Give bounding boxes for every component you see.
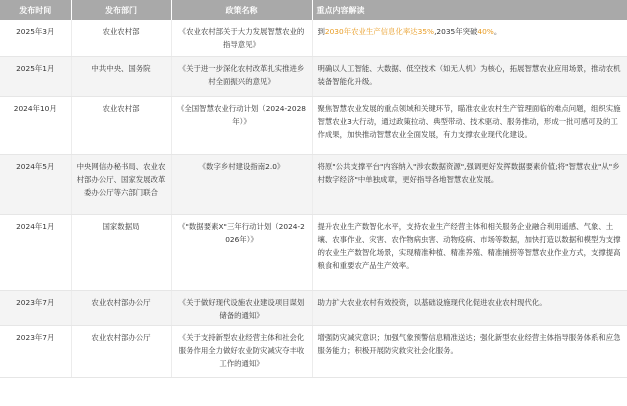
table-row	[0, 56, 627, 96]
highlight-text: 2030年农业生产信息化率达35%	[324, 27, 435, 36]
cell-policy-name: 《"数据要素X"三年行动计划（2024-2026年）》	[171, 214, 312, 290]
content-text: 到	[317, 27, 325, 36]
cell-content	[312, 325, 627, 377]
cell-time: 2024年1月	[0, 214, 71, 290]
cell-time: 2023年7月	[0, 325, 71, 377]
cell-time: 2024年5月	[0, 154, 71, 214]
header-name: 政策名称	[171, 0, 312, 20]
cell-content	[312, 214, 627, 290]
table-header	[0, 0, 627, 20]
content-text: 。	[493, 27, 502, 36]
table-row	[0, 214, 627, 290]
header-content: 重点内容解读	[312, 0, 627, 20]
content-text: ,2035年突破	[434, 27, 478, 36]
cell-dept: 中央网信办秘书局、农业农村部办公厅、国家发展改革委办公厅等六部门联合	[71, 154, 171, 214]
cell-time: 2025年1月	[0, 56, 71, 96]
cell-policy-name: 《数字乡村建设指南2.0》	[171, 154, 312, 214]
cell-content	[312, 20, 627, 56]
highlight-text: 40%	[477, 27, 494, 36]
content-text: 明确以人工智能、大数据、低空技术（如无人机）为核心，拓展智慧农业应用场景，推动农机装备智能化升级。	[317, 63, 621, 86]
table-row	[0, 20, 627, 56]
cell-policy-name: 《关于进一步深化农村改革扎实推进乡村全面振兴的意见》	[171, 56, 312, 96]
cell-content	[312, 290, 627, 325]
header-time: 发布时间	[0, 0, 71, 20]
table-body	[0, 20, 627, 377]
cell-dept: 农业农村部	[71, 20, 171, 56]
cell-time: 2025年3月	[0, 20, 71, 56]
cell-dept: 农业农村部办公厅	[71, 325, 171, 377]
cell-content	[312, 96, 627, 154]
header-dept: 发布部门	[71, 0, 171, 20]
content-text: 助力扩大农业农村有效投资，以基础设施现代化促进农业农村现代化。	[317, 297, 547, 307]
cell-content	[312, 56, 627, 96]
cell-policy-name: 《关于做好现代设施农业建设项目谋划储备的通知》	[171, 290, 312, 325]
content-text: 聚焦智慧农业发展的重点领域和关键环节，瞄准农业农村生产管理面临的难点问题，组织实施智慧农业3大行动，通过政策拉动、典型带动、技术驱动、服务推动，形成一批可感可及的工作成果，加快推动智慧农业全面发展，有力支撑农业现代化建设。	[317, 103, 621, 139]
content-text: 提升农业生产数智化水平，支持农业生产经营主体和相关服务企业融合利用遥感、气象、土壤、农事作业、灾害、农作物病虫害、动物疫病、市场等数据，加快打造以数据和模型为支撑的农业生产数智化场景，实现精准种植、精准养殖、精准捕捞等智慧农业作业方式，支撑提高粮食和重要农产品生产效率。	[317, 221, 621, 270]
cell-policy-name: 《全国智慧农业行动计划（2024-2028年）》	[171, 96, 312, 154]
table-row	[0, 154, 627, 214]
cell-policy-name: 《关于支持新型农业经营主体和社会化服务作用全力做好农业防灾减灾夺丰收工作的通知》	[171, 325, 312, 377]
table-row	[0, 325, 627, 377]
cell-time: 2023年7月	[0, 290, 71, 325]
cell-content	[312, 154, 627, 214]
cell-dept: 中共中央、国务院	[71, 56, 171, 96]
header-row	[0, 0, 627, 20]
table-row	[0, 290, 627, 325]
cell-dept: 农业农村部	[71, 96, 171, 154]
cell-time: 2024年10月	[0, 96, 71, 154]
table-row	[0, 96, 627, 154]
cell-policy-name: 《农业农村部关于大力发展智慧农业的指导意见》	[171, 20, 312, 56]
cell-dept: 国家数据局	[71, 214, 171, 290]
cell-dept: 农业农村部办公厅	[71, 290, 171, 325]
content-text: 将原"公共支撑平台"内容纳入"涉农数据资源",强调更好发挥数据要素价值;将"智慧农业"从"乡村数字经济"中单独成章，更好指导各地智慧农业发展。	[317, 161, 620, 184]
content-text: 增强防灾减灾意识；加强气象预警信息精准送达；强化新型农业经营主体指导服务体系和应急服务能力；积极开展防灾救灾社会化服务。	[317, 332, 621, 355]
